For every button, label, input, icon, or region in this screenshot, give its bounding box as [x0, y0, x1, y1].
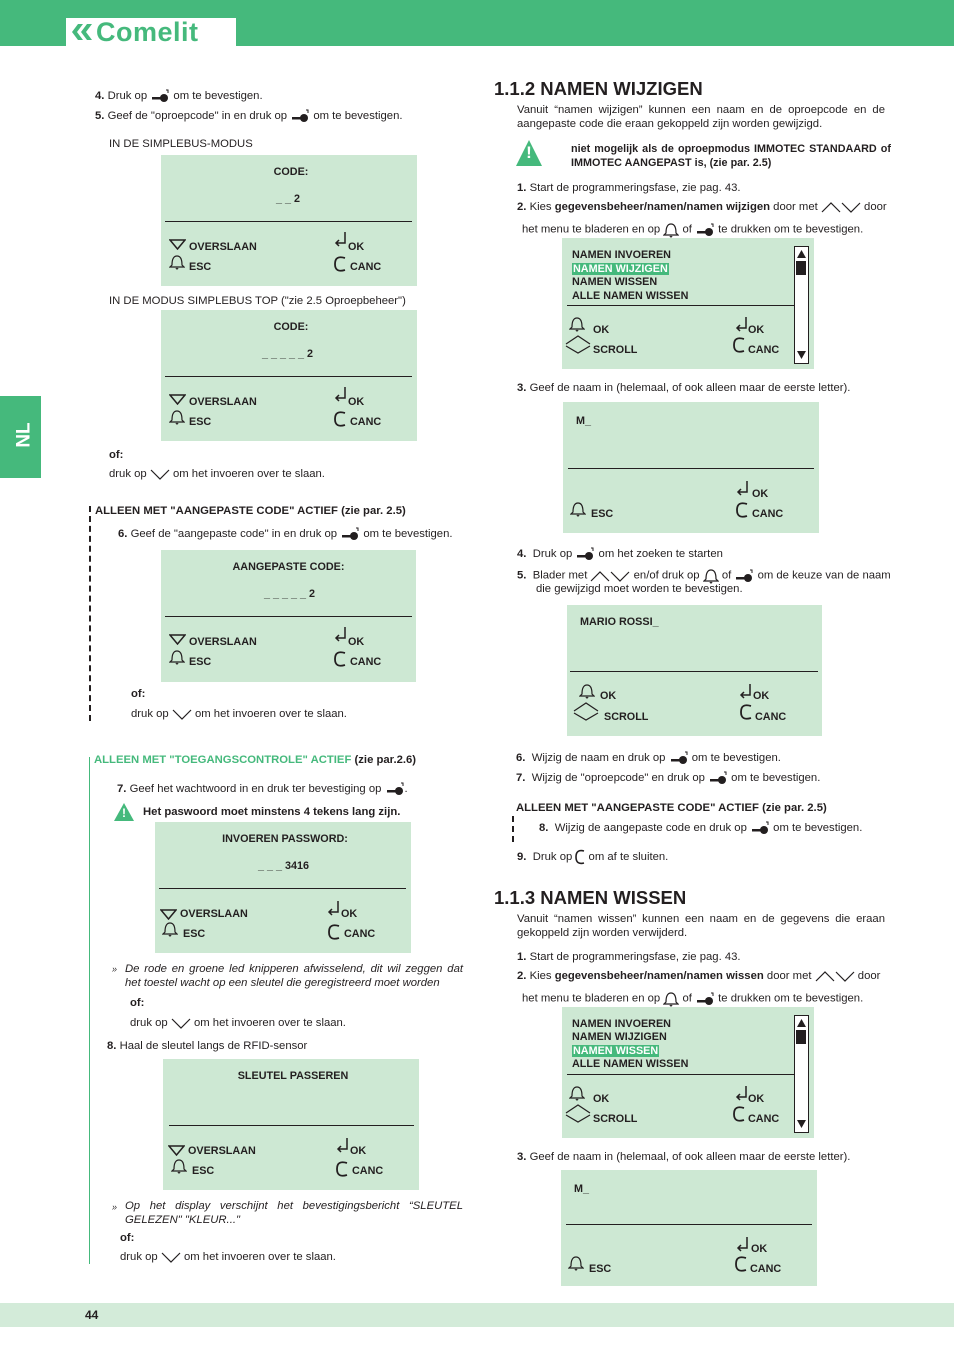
dashed-margin-line	[89, 506, 93, 721]
down-chevron-icon	[172, 709, 192, 720]
right2-step-3: 3. Geef de naam in (helemaal, of ook alleen maar de eerste letter).	[517, 1151, 851, 1163]
dashed-margin-line	[512, 816, 516, 842]
label-scroll: SCROLL	[593, 344, 638, 356]
of-label: of:	[131, 688, 146, 700]
cancel-c-icon	[732, 1105, 746, 1123]
comelit-logo-icon	[70, 21, 96, 43]
label-esc: ESC	[589, 1263, 612, 1275]
section-title-namen-wijzigen: 1.1.2 NAMEN WIJZIGEN	[494, 78, 703, 99]
bell-icon	[169, 253, 185, 270]
menu-item: ALLE NAMEN WISSEN	[572, 290, 689, 302]
right-step-3: 3. Geef de naam in (helemaal, of ook alleen maar de eerste letter).	[517, 382, 851, 394]
screen-title: SLEUTEL PASSEREN	[237, 1070, 349, 1082]
scrollbar[interactable]	[794, 1015, 809, 1133]
up-down-chevrons-icon	[815, 970, 855, 982]
right-step-5-cont: die gewijzigd moet worden te bevestigen.	[536, 583, 743, 595]
label-canc: CANC	[350, 416, 382, 428]
access-control-heading: ALLEEN MET "TOEGANGSCONTROLE" ACTIEF (zie par.2.6)	[94, 754, 417, 766]
enter-arrow-icon	[734, 1085, 748, 1101]
bell-icon	[570, 500, 586, 517]
screen-divider	[169, 1125, 414, 1126]
cancel-c-icon	[739, 703, 753, 721]
menu-item: NAMEN WISSEN	[572, 276, 658, 288]
scroll-down-icon[interactable]	[796, 350, 807, 360]
label-ok: OK	[593, 324, 610, 336]
key-enter-icon	[385, 782, 405, 796]
label-ok: OK	[350, 1145, 367, 1157]
label-ok: OK	[348, 241, 365, 253]
down-arrow-icon	[169, 634, 186, 645]
left-step-6: 6. Geef de "aangepaste code" in en druk op om te bevestigen.	[118, 528, 453, 540]
of-label: of:	[109, 449, 124, 461]
label-ok: OK	[593, 1093, 610, 1105]
enter-arrow-icon	[738, 683, 752, 699]
skip-instruction: druk op om het invoeren over te slaan.	[120, 1251, 336, 1263]
screen-divider	[566, 1224, 812, 1225]
label-overslaan: OVERSLAAN	[189, 396, 257, 408]
right-step-7: 7. Wijzig de "oproepcode" en druk op om te bevestigen.	[516, 772, 821, 784]
of-label: of:	[120, 1232, 135, 1244]
screen-divider	[570, 671, 818, 672]
label-overslaan: OVERSLAAN	[189, 636, 257, 648]
right2-step-2-cont: het menu te bladeren en op of te drukken om te bevestigen.	[522, 990, 863, 1007]
right-step-2-cont: het menu te bladeren en op of te drukken om te bevestigen.	[522, 221, 863, 238]
section-title-namen-wissen: 1.1.3 NAMEN WISSEN	[494, 887, 687, 908]
left-step-8: 8. Haal de sleutel langs de RFID-sensor	[107, 1040, 308, 1052]
label-ok: OK	[751, 1243, 768, 1255]
cancel-c-icon	[735, 501, 749, 519]
screen-value: _ _ 2	[276, 193, 301, 205]
screen-divider	[165, 221, 412, 222]
up-down-chevrons-icon	[590, 570, 630, 582]
bell-icon	[663, 221, 679, 238]
bell-icon	[568, 1254, 584, 1271]
down-chevron-icon	[171, 1018, 191, 1029]
display-screen-name-input	[561, 1170, 817, 1286]
label-ok: OK	[348, 396, 365, 408]
up-down-chevrons-icon	[821, 201, 861, 213]
screen-value: _ _ _ 3416	[258, 860, 310, 872]
key-enter-icon	[290, 109, 310, 123]
scroll-up-down-icon	[573, 702, 600, 721]
enter-arrow-icon	[735, 480, 749, 496]
bell-icon	[569, 315, 585, 332]
label-canc: CANC	[752, 508, 784, 520]
bell-icon	[663, 990, 679, 1007]
display-screen-key-pass	[163, 1059, 419, 1190]
screen-divider	[568, 468, 814, 469]
key-enter-icon	[340, 527, 360, 541]
label-ok: OK	[348, 636, 365, 648]
bell-icon	[162, 920, 178, 937]
note-bullet: »	[112, 964, 118, 974]
down-arrow-icon	[169, 394, 186, 405]
menu-item: NAMEN INVOEREN	[572, 249, 671, 261]
cancel-c-icon	[734, 1255, 748, 1273]
screen-divider	[567, 305, 795, 306]
key-enter-icon	[150, 89, 170, 103]
screen-divider	[159, 888, 406, 889]
display-screen-name-input	[563, 402, 819, 533]
enter-arrow-icon	[333, 231, 347, 247]
enter-arrow-icon	[735, 1236, 749, 1252]
display-screen-menu-wissen	[562, 1007, 814, 1138]
language-tab-label: NL	[13, 422, 35, 448]
label-esc: ESC	[183, 928, 206, 940]
menu-item: NAMEN INVOEREN	[572, 1018, 671, 1030]
label-ok: OK	[600, 690, 617, 702]
left-step-5: 5. Geef de "oproepcode" in en druk op om te bevestigen.	[95, 110, 403, 122]
cancel-c-icon	[575, 849, 585, 865]
cancel-c-icon	[333, 410, 347, 428]
display-screen-code	[161, 155, 417, 286]
cancel-c-icon	[335, 1160, 349, 1178]
label-esc: ESC	[189, 656, 212, 668]
screen-title: AANGEPASTE CODE:	[232, 561, 345, 573]
key-enter-icon	[695, 992, 715, 1006]
screen-value: M_	[576, 415, 591, 427]
menu-item-selected: NAMEN WIJZIGEN	[573, 263, 668, 275]
down-arrow-icon	[168, 1145, 185, 1156]
screen-divider	[165, 616, 412, 617]
cancel-c-icon	[333, 650, 347, 668]
label-ok: OK	[341, 908, 358, 920]
key-enter-icon	[669, 751, 689, 765]
screen-value: _ _ _ _ _ 2	[262, 348, 314, 360]
brand-name: Comelit	[96, 17, 199, 47]
scroll-down-icon[interactable]	[796, 1119, 807, 1129]
key-enter-icon	[734, 569, 754, 583]
cancel-c-icon	[732, 336, 746, 354]
label-esc: ESC	[591, 508, 614, 520]
label-esc: ESC	[189, 261, 212, 273]
label-ok: OK	[748, 1093, 765, 1105]
display-screen-password	[155, 822, 411, 953]
right2-step-2: 2. Kies gegevensbeheer/namen/namen wissen door met door	[517, 970, 881, 982]
right-step-4: 4. Druk op om het zoeken te starten	[517, 548, 723, 560]
label-canc: CANC	[350, 656, 382, 668]
label-esc: ESC	[192, 1165, 215, 1177]
custom-code-heading: ALLEEN MET "AANGEPASTE CODE" ACTIEF (zie par. 2.5)	[516, 802, 827, 814]
enter-arrow-icon	[333, 626, 347, 642]
note-key-read: Op het display verschijnt het bevestigingsbericht “SLEUTEL GELEZEN" "KLEUR..."	[125, 1200, 463, 1226]
label-canc: CANC	[352, 1165, 384, 1177]
footer-bar	[0, 1303, 954, 1327]
label-canc: CANC	[748, 1113, 780, 1125]
key-enter-icon	[575, 547, 595, 561]
down-chevron-icon	[161, 1252, 181, 1263]
menu-item: NAMEN WIJZIGEN	[572, 1031, 667, 1043]
right-step-8: 8. Wijzig de aangepaste code en druk op om te bevestigen.	[539, 822, 863, 834]
label-canc: CANC	[755, 711, 787, 723]
label-ok: OK	[752, 488, 769, 500]
scroll-up-icon[interactable]	[796, 1018, 807, 1028]
enter-arrow-icon	[734, 316, 748, 332]
enter-arrow-icon	[333, 386, 347, 402]
bell-icon	[579, 682, 595, 699]
label-canc: CANC	[750, 1263, 782, 1275]
menu-item-selected: NAMEN WISSEN	[573, 1045, 659, 1057]
cancel-c-icon	[327, 923, 341, 941]
label-overslaan: OVERSLAAN	[188, 1145, 256, 1157]
skip-instruction: druk op om het invoeren over te slaan.	[131, 708, 347, 720]
label-ok: OK	[753, 690, 770, 702]
screen-divider	[567, 1074, 795, 1075]
display-screen-menu-wijzigen	[562, 238, 814, 369]
display-screen-code-top	[161, 310, 417, 441]
green-margin-line	[89, 757, 90, 1264]
scrollbar[interactable]	[794, 246, 809, 364]
right-step-6: 6. Wijzig de naam en druk op om te bevestigen.	[516, 752, 781, 764]
label-scroll: SCROLL	[604, 711, 649, 723]
key-enter-icon	[750, 821, 770, 835]
label-overslaan: OVERSLAAN	[189, 241, 257, 253]
left-step-7: 7. Geef het wachtwoord in en druk ter bevestiging op .	[117, 783, 408, 795]
bell-icon	[169, 648, 185, 665]
enter-arrow-icon	[335, 1137, 349, 1153]
password-warning: Het paswoord moet minstens 4 tekens lang zijn.	[143, 806, 401, 818]
menu-item: ALLE NAMEN WISSEN	[572, 1058, 689, 1070]
scroll-up-icon[interactable]	[796, 249, 807, 259]
bell-icon	[569, 1084, 585, 1101]
label-canc: CANC	[748, 344, 780, 356]
down-arrow-icon	[160, 909, 177, 920]
note-led-blink: De rode en groene led knipperen afwisselend, dit wil zeggen dat het toestel wacht op een sleutel die geregistreerd moet worden	[125, 963, 463, 989]
display-screen-custom-code	[161, 550, 416, 682]
display-screen-name-found	[567, 605, 822, 736]
scroll-up-down-icon	[565, 335, 592, 354]
label-canc: CANC	[344, 928, 376, 940]
section-intro: Vanuit “namen wijzigen” kunnen een naam en de oproepcode en de aangepaste code die eraan gekoppeld zijn worden gewijzigd.	[517, 104, 885, 130]
mode-simplebus: IN DE SIMPLEBUS-MODUS	[109, 138, 253, 150]
scroll-up-down-icon	[565, 1104, 592, 1123]
label-canc: CANC	[350, 261, 382, 273]
down-chevron-icon	[150, 469, 170, 480]
label-ok: OK	[748, 324, 765, 336]
right-step-5: 5. Blader met en/of druk op of om de keuze van de naam	[517, 567, 891, 584]
skip-instruction: druk op om het invoeren over te slaan.	[130, 1017, 346, 1029]
page-number: 44	[85, 1308, 99, 1322]
immotec-warning: niet mogelijk als de oproepmodus IMMOTEC STANDAARD of IMMOTEC AANGEPAST is, (zie par. 2.5)	[571, 143, 891, 169]
screen-title: CODE:	[273, 166, 309, 178]
bell-icon	[171, 1157, 187, 1174]
of-label: of:	[130, 997, 145, 1009]
label-overslaan: OVERSLAAN	[180, 908, 248, 920]
down-arrow-icon	[169, 239, 186, 250]
screen-value: MARIO ROSSI_	[580, 616, 659, 628]
label-esc: ESC	[189, 416, 212, 428]
cancel-c-icon	[333, 255, 347, 273]
screen-value: M_	[574, 1183, 589, 1195]
label-scroll: SCROLL	[593, 1113, 638, 1125]
screen-divider	[165, 376, 412, 377]
right2-step-1: 1. Start de programmeringsfase, zie pag. 43.	[517, 951, 741, 963]
scroll-thumb[interactable]	[796, 261, 806, 275]
mode-simplebus-top: IN DE MODUS SIMPLEBUS TOP ("zie 2.5 Oproepbeheer")	[109, 295, 406, 307]
scroll-thumb[interactable]	[796, 1030, 806, 1044]
screen-value: _ _ _ _ _ 2	[264, 588, 316, 600]
left-step-4: 4. Druk op om te bevestigen.	[95, 90, 263, 102]
right-step-2: 2. Kies gegevensbeheer/namen/namen wijzigen door met door	[517, 201, 887, 213]
screen-title: INVOEREN PASSWORD:	[222, 833, 348, 845]
key-enter-icon	[708, 771, 728, 785]
skip-instruction: druk op om het invoeren over te slaan.	[109, 468, 325, 480]
bell-icon	[169, 408, 185, 425]
right-step-1: 1. Start de programmeringsfase, zie pag. 43.	[517, 182, 741, 194]
custom-code-heading: ALLEEN MET "AANGEPASTE CODE" ACTIEF (zie par. 2.5)	[95, 505, 406, 517]
note-bullet: »	[112, 1202, 118, 1212]
section-intro: Vanuit “namen wissen” kunnen een naam en de gegevens die eraan gekoppeld zijn worden verwijderd.	[517, 913, 885, 939]
right-step-9: 9. Druk op om af te sluiten.	[517, 849, 668, 865]
enter-arrow-icon	[326, 900, 340, 916]
key-enter-icon	[695, 223, 715, 237]
screen-title: CODE:	[273, 321, 309, 333]
